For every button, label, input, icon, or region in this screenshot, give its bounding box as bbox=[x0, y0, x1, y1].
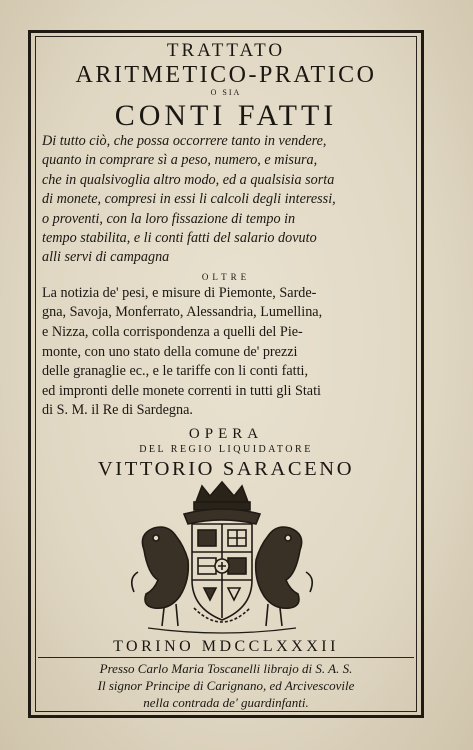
description-line: alli servi di campagna bbox=[42, 249, 170, 266]
description-paragraph bbox=[38, 132, 414, 268]
description-line: che in qualsivoglia altro modo, ed a qualsisia sorta bbox=[42, 171, 335, 188]
description-line: tempo stabilita, e li conti fatti del salario dovuto bbox=[42, 230, 317, 247]
oltre-heading: OLTRE bbox=[201, 271, 251, 282]
opera-heading: OPERA bbox=[188, 426, 264, 442]
imprint-line: Il signor Principe di Carignano, ed Arcivescovile bbox=[97, 678, 355, 693]
title-block bbox=[38, 38, 414, 481]
title-line-3: O SIA bbox=[210, 88, 242, 97]
imprint-line: Presso Carlo Maria Toscanelli librajo di S. A. S. bbox=[99, 661, 353, 676]
description-line: di monete, compresi in essi li calcoli degli interessi, bbox=[42, 191, 336, 208]
imprint-block bbox=[38, 660, 414, 711]
imprint-line: nella contrada de' guardinfanti. bbox=[143, 695, 309, 710]
title-line-4: CONTI FATTI bbox=[114, 99, 338, 132]
notice-line: di S. M. il Re di Sardegna. bbox=[42, 402, 193, 419]
notice-line: gna, Savoja, Monferrato, Alessandria, Lumellina, bbox=[42, 304, 323, 321]
title-line-2: ARITMETICO-PRATICO bbox=[75, 62, 377, 88]
divider-rule bbox=[38, 657, 414, 658]
description-line: Di tutto ciò, che possa occorrere tanto in vendere, bbox=[42, 133, 327, 149]
author-role: DEL REGIO LIQUIDATORE bbox=[139, 444, 313, 455]
description-line: o proventi, con la loro fissazione di tempo in bbox=[42, 210, 296, 227]
title-line-1: TRATTATO bbox=[166, 40, 286, 61]
coat-of-arms-emblem bbox=[124, 480, 320, 638]
description-line: quanto in comprare sì a peso, numero, e misura, bbox=[42, 152, 318, 169]
notice-line: delle granaglie ec., e le tariffe con li conti fatti, bbox=[42, 363, 309, 380]
place-and-year: TORINO MDCCLXXXII bbox=[113, 638, 339, 655]
author-name: VITTORIO SARACENO bbox=[97, 458, 355, 480]
notice-paragraph bbox=[38, 284, 414, 421]
notice-line: e Nizza, colla corrispondenza a quelli del Pie- bbox=[42, 324, 303, 341]
notice-line: monte, con uno stato della comune de' prezzi bbox=[42, 343, 298, 360]
notice-line: La notizia de' pesi, e misure di Piemonte, Sarde- bbox=[42, 284, 317, 301]
notice-line: ed impronti delle monete correnti in tutti gli Stati bbox=[42, 382, 321, 399]
